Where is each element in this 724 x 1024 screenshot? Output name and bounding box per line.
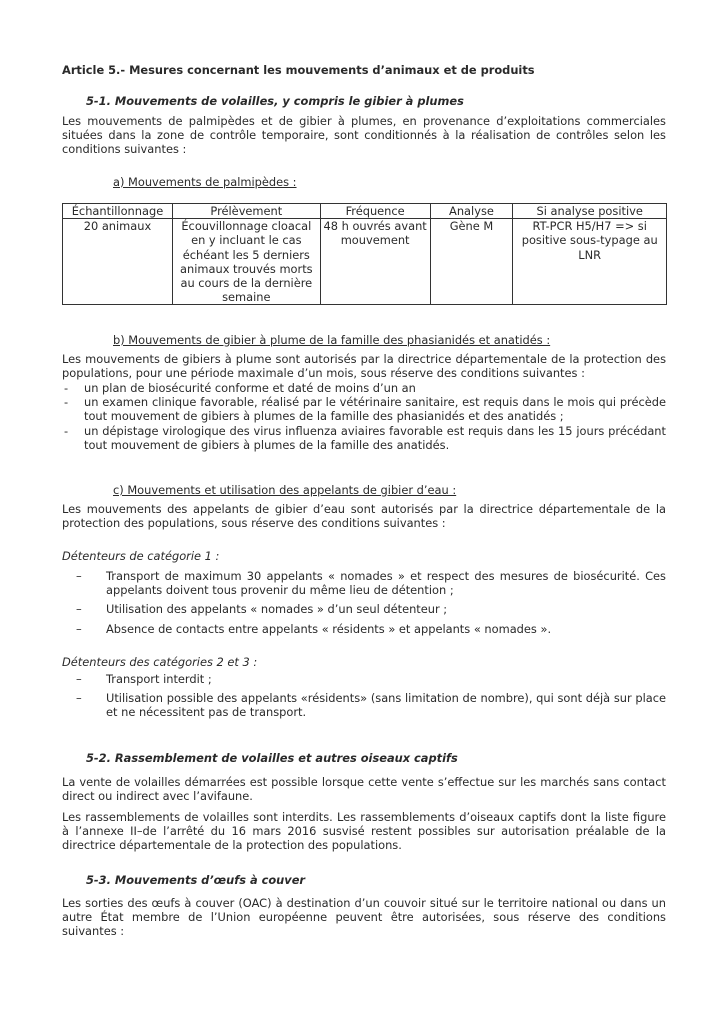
section-5-3-paragraph-1: Les sorties des œufs à couver (OAC) à destination d’un couvoir situé sur le territoire national ou dans un autre État membre de l’Union européenne peuvent être autorisées, sous réserve des conditions suivantes : [62,896,666,939]
subsection-b-title: b) Mouvements de gibier à plume de la famille des phasianidés et anatidés : [113,333,551,347]
category-2-3-title: Détenteurs des catégories 2 et 3 : [62,655,258,669]
section-5-2-paragraph-1: La vente de volailles démarrées est possible lorsque cette vente s’effectue sur les marchés sans contact direct ou indirect avec l’avifaune. [62,775,666,804]
table-header-row [63,204,667,219]
category-1-title: Détenteurs de catégorie 1 : [62,549,220,563]
cell-prelevement: Écouvillonnage cloacal en y incluant le cas échéant les 5 derniers animaux trouvés morts au cours de la dernière semaine [172,219,320,305]
list-item: - un dépistage virologique des virus influenza aviaires favorable est requis dans les 15 jours précédant tout mouvement de gibiers à plumes de la famille des anatidés. [62,424,666,452]
article-title: Article 5.- Mesures concernant les mouvements d’animaux et de produits [62,63,535,77]
section-5-2-title: 5-2. Rassemblement de volailles et autres oiseaux captifs [86,751,458,765]
list-item: – Transport de maximum 30 appelants « nomades » et respect des mesures de biosécurité. Ces appelants doivent tous provenir du même lieu de détention ; [76,569,666,597]
list-item: - un examen clinique favorable, réalisé par le vétérinaire sanitaire, est requis dans le mois qui précède tout mouvement de gibiers à plumes de la famille des phasianidés et des anatidés ; [62,395,666,423]
list-item: – Absence de contacts entre appelants « résidents » et appelants « nomades ». [76,622,666,636]
list-item: – Utilisation des appelants « nomades » d’un seul détenteur ; [76,602,666,616]
cell-si-analyse-positive: RT-PCR H5/H7 => si positive sous-typage au LNR [513,219,667,305]
subsection-a-title: a) Mouvements de palmipèdes : [113,175,297,189]
cell-frequence: 48 h ouvrés avant mouvement [320,219,430,305]
list-item: – Utilisation possible des appelants «résidents» (sans limitation de nombre), qui sont déjà sur place et ne nécessitent pas de transport. [76,691,666,719]
header-prelevement: Prélèvement [172,204,320,219]
sampling-table [62,203,667,305]
header-frequence: Fréquence [320,204,430,219]
category-1-list [76,569,666,641]
subsection-b-list [62,381,666,452]
cell-analyse: Gène M [430,219,513,305]
list-item: - un plan de biosécurité conforme et daté de moins d’un an [62,381,666,395]
section-5-1-title: 5-1. Mouvements de volailles, y compris le gibier à plumes [86,94,464,108]
subsection-c-intro: Les mouvements des appelants de gibier d’eau sont autorisés par la directrice départementale de la protection des populations, sous réserve des conditions suivantes : [62,502,666,531]
header-analyse: Analyse [430,204,513,219]
subsection-b-intro: Les mouvements de gibiers à plume sont autorisés par la directrice départementale de la protection des populations, pour une période maximale d’un mois, sous réserve des conditions suivantes : [62,352,666,381]
category-2-3-list [76,672,666,725]
cell-echantillonnage: 20 animaux [63,219,173,305]
header-echantillonnage: Échantillonnage [63,204,173,219]
subsection-c-title: c) Mouvements et utilisation des appelants de gibier d’eau : [113,483,457,497]
section-5-1-intro: Les mouvements de palmipèdes et de gibier à plumes, en provenance d’exploitations commerciales situées dans la zone de contrôle temporaire, sont conditionnés à la réalisation de contrôles selon les conditions suivantes : [62,114,666,157]
section-5-3-title: 5-3. Mouvements d’œufs à couver [86,873,306,887]
list-item: – Transport interdit ; [76,672,666,686]
header-si-analyse-positive: Si analyse positive [513,204,667,219]
table-row [63,219,667,305]
section-5-2-paragraph-2: Les rassemblements de volailles sont interdits. Les rassemblements d’oiseaux captifs dont la liste figure à l’annexe II–de l’arrêté du 16 mars 2016 susvisé restent possibles sur autorisation préalable de la directrice départementale de la protection des populations. [62,810,666,853]
